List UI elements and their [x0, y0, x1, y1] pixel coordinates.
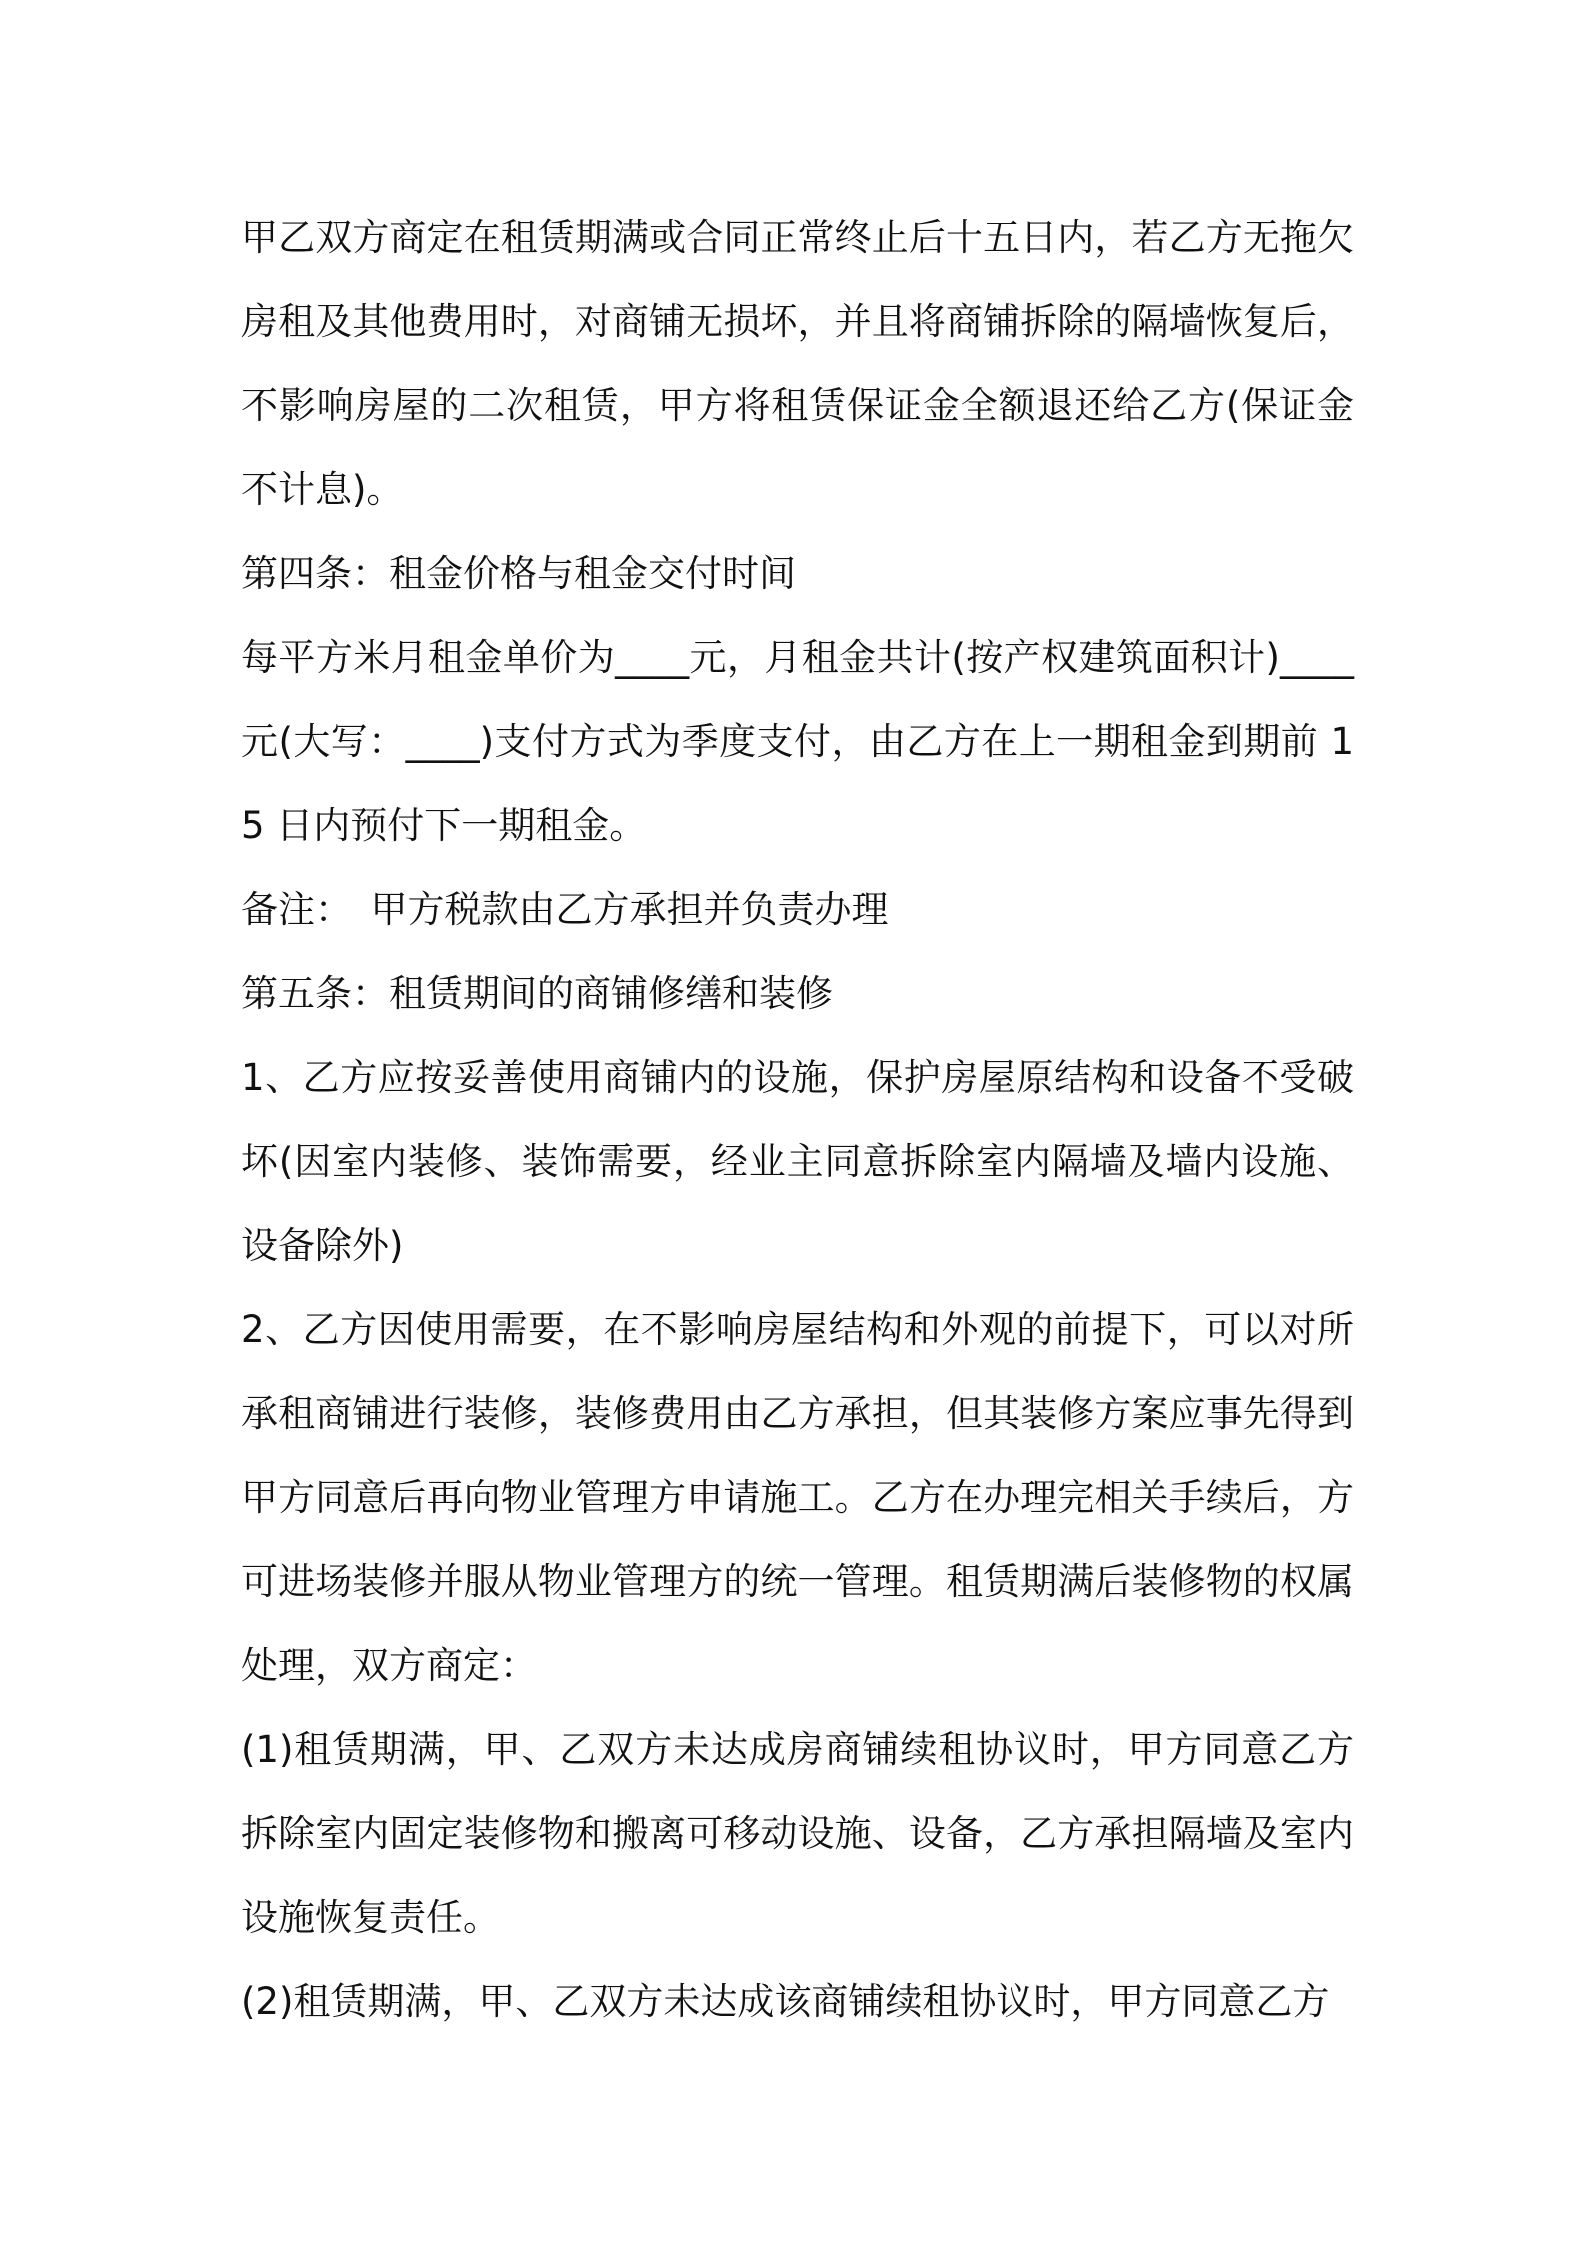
- document-body: [241, 196, 1354, 2044]
- clause-2: 2、乙方因使用需要，在不影响房屋结构和外观的前提下，可以对所承租商铺进行装修，装修费用由乙方承担，但其装修方案应事先得到甲方同意后再向物业管理方申请施工。乙方在办理完相关手续后，方可进场装修并服从物业管理方的统一管理。租赁期满后装修物的权属处理，双方商定：: [241, 1308, 1354, 1687]
- subclause-2: (2)租赁期满，甲、乙双方未达成该商铺续租协议时，甲方同意乙方: [241, 1980, 1330, 2023]
- article-4-heading: 第四条：租金价格与租金交付时间: [241, 552, 796, 595]
- paragraph-deposit-refund: 甲乙双方商定在租赁期满或合同正常终止后十五日内，若乙方无拖欠房租及其他费用时，对商铺无损坏，并且将商铺拆除的隔墙恢复后，不影响房屋的二次租赁，甲方将租赁保证金全额退还给乙方(保证金不计息)。: [241, 216, 1354, 511]
- subclause-1: (1)租赁期满，甲、乙双方未达成房商铺续租协议时，甲方同意乙方拆除室内固定装修物和搬离可移动设施、设备，乙方承担隔墙及室内设施恢复责任。: [241, 1728, 1354, 1939]
- paragraph-rent-price: 每平方米月租金单价为____元，月租金共计(按产权建筑面积计)____元(大写：____)支付方式为季度支付，由乙方在上一期租金到期前 15 日内预付下一期租金。: [241, 636, 1354, 847]
- paragraph-remark: 备注： 甲方税款由乙方承担并负责办理: [241, 888, 889, 931]
- article-5-heading: 第五条：租赁期间的商铺修缮和装修: [241, 972, 833, 1015]
- clause-1: 1、乙方应按妥善使用商铺内的设施，保护房屋原结构和设备不受破坏(因室内装修、装饰需要，经业主同意拆除室内隔墙及墙内设施、设备除外): [241, 1056, 1354, 1267]
